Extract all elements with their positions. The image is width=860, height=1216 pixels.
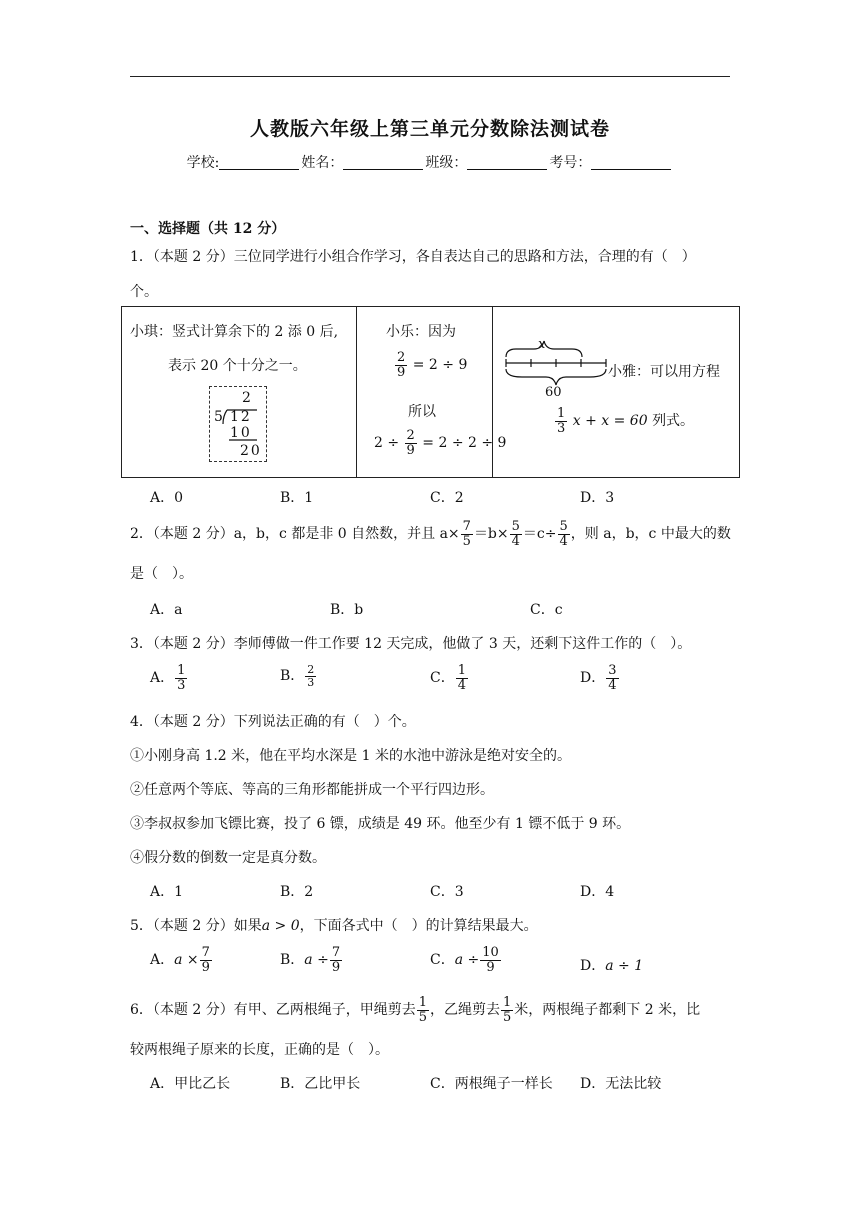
fraction: $\frac{1}{3}$: [177, 663, 186, 693]
segment-total-label: 60: [545, 385, 562, 400]
q4-statement-4: ④假分数的倒数一定是真分数。: [130, 850, 326, 866]
fraction: $\frac{1}{3}$: [557, 406, 566, 436]
q4-stem: 4．（本题 2 分）下列说法正确的有（ ）个。: [130, 714, 416, 730]
q6-stem-line2: 较两根绳子原来的长度，正确的是（ ）。: [130, 1042, 389, 1058]
xiaole-text-line3: 所以: [408, 404, 436, 420]
q5-stem: 5．（本题 2 分）如果a > 0，下面各式中（ ）的计算结果最大。: [130, 918, 538, 934]
q1-stem-line1: 1．（本题 2 分）三位同学进行小组合作学习，各自表达自己的思路和方法，合理的有（ ）: [130, 249, 696, 265]
q5-option-c[interactable]: C．a ÷ $\frac{10}{9}$: [430, 945, 499, 975]
q4-statement-1: ①小刚身高 1.2 米，他在平均水深是 1 米的水池中游泳是绝对安全的。: [130, 748, 571, 764]
q1-table: [121, 306, 740, 478]
fraction: $\frac{7}{9}$: [331, 945, 341, 975]
q1-option-b[interactable]: B．1: [280, 490, 314, 506]
fraction: $\frac{2}{9}$: [406, 428, 415, 458]
q3-option-b[interactable]: B． $\frac{2}{3}$: [280, 663, 315, 689]
class-label: 班级：: [425, 155, 468, 171]
q4-option-c[interactable]: C．3: [430, 884, 464, 900]
division-quotient: 2: [242, 390, 251, 406]
fraction: $\frac{5}{4}$: [511, 519, 520, 549]
class-blank[interactable]: [467, 155, 547, 170]
fraction: $\frac{3}{4}$: [608, 663, 617, 693]
q2-option-a[interactable]: A．a: [150, 602, 183, 618]
top-rule: [130, 76, 730, 77]
q6-option-b[interactable]: B．乙比甲长: [280, 1076, 361, 1092]
segment-variable-label: x: [538, 337, 546, 352]
fraction: $\frac{7}{5}$: [462, 519, 471, 549]
q1-option-a[interactable]: A．0: [150, 490, 184, 506]
q4-option-b[interactable]: B．2: [280, 884, 314, 900]
q1-option-c[interactable]: C．2: [430, 490, 464, 506]
xiaoya-text: 小雅：可以用方程: [608, 364, 720, 380]
fraction: $\frac{10}{9}$: [482, 945, 499, 975]
division-step2: 20: [240, 443, 262, 459]
fraction: $\frac{2}{3}$: [307, 663, 315, 689]
q5-option-d[interactable]: D．a ÷ 1: [580, 958, 644, 974]
division-step1: 10: [230, 425, 252, 441]
q1-option-d[interactable]: D．3: [580, 490, 615, 506]
name-label: 姓名：: [301, 155, 344, 171]
q6-option-d[interactable]: D．无法比较: [580, 1076, 662, 1092]
exam-number-blank[interactable]: [591, 155, 671, 170]
q5-option-a[interactable]: A．a × $\frac{7}{9}$: [150, 945, 210, 975]
division-divisor: 5: [214, 409, 223, 425]
fraction: $\frac{7}{9}$: [201, 945, 210, 975]
q6-option-a[interactable]: A．甲比乙长: [150, 1076, 231, 1092]
fraction: $\frac{2}{9}$: [397, 350, 406, 380]
school-blank[interactable]: [219, 155, 299, 170]
q2-stem-line1: 2．（本题 2 分）a，b，c 都是非 0 自然数，并且 a× $\frac{7}{5}$ ＝b× $\frac{5}{4}$ ＝c÷ $\frac{5}{4}$ ，则 a，b，c 中最大的数: [130, 519, 731, 549]
q1-cell-xiaoqi: [122, 307, 356, 477]
exam-number-label: 考号：: [549, 155, 592, 171]
segment-diagram: [502, 337, 612, 387]
xiaole-equation2: 2 ÷ $\frac{2}{9}$ = 2 ÷ 2 ÷ 9: [374, 428, 507, 458]
q4-statement-2: ②任意两个等底、等高的三角形都能拼成一个平行四边形。: [130, 782, 494, 798]
q3-option-a[interactable]: A． $\frac{1}{3}$: [150, 663, 186, 693]
xiaoqi-text-line2: 表示 20 个十分之一。: [168, 358, 307, 374]
fraction: $\frac{5}{4}$: [559, 519, 568, 549]
xiaoya-equation: $\frac{1}{3}$ x + x = 60 列式。: [557, 406, 695, 436]
q3-option-d[interactable]: D． $\frac{3}{4}$: [580, 663, 617, 693]
q4-option-d[interactable]: D．4: [580, 884, 615, 900]
q1-cell-xiaole: [356, 307, 507, 477]
q4-option-a[interactable]: A．1: [150, 884, 184, 900]
student-info-line: [0, 152, 860, 172]
fraction: $\frac{1}{5}$: [418, 995, 427, 1025]
q6-option-c[interactable]: C．两根绳子一样长: [430, 1076, 553, 1092]
q2-option-c[interactable]: C．c: [530, 602, 563, 618]
q5-option-b[interactable]: B．a ÷ $\frac{7}{9}$: [280, 945, 341, 975]
q6-stem-line1: 6．（本题 2 分）有甲、乙两根绳子，甲绳剪去 $\frac{1}{5}$ ，乙绳剪去 $\frac{1}{5}$ 米，两根绳子都剩下 2 米，比: [130, 995, 701, 1025]
name-blank[interactable]: [343, 155, 423, 170]
section-title: 一、选择题（共 12 分）: [130, 221, 286, 237]
fraction: $\frac{1}{4}$: [457, 663, 466, 693]
school-label: 学校:: [186, 155, 220, 171]
q2-stem-line2: 是（ ）。: [130, 566, 193, 582]
xiaole-equation1: $\frac{2}{9}$ = 2 ÷ 9: [397, 350, 468, 380]
xiaoqi-text-line1: 小琪：竖式计算余下的 2 添 0 后,: [130, 324, 339, 340]
q2-option-b[interactable]: B．b: [330, 602, 364, 618]
fraction: $\frac{1}{5}$: [503, 995, 512, 1025]
xiaole-text-line1: 小乐：因为: [386, 324, 456, 340]
q3-option-c[interactable]: C． $\frac{1}{4}$: [430, 663, 466, 693]
division-dividend: 12: [230, 409, 252, 425]
q1-cell-xiaoya: [492, 307, 739, 477]
q4-statement-3: ③李叔叔参加飞镖比赛，投了 6 镖，成绩是 49 环。他至少有 1 镖不低于 9 环。: [130, 816, 631, 832]
q3-stem: 3．（本题 2 分）李师傅做一件工作要 12 天完成，他做了 3 天，还剩下这件工作的（ ）。: [130, 636, 692, 652]
page-title: 人教版六年级上第三单元分数除法测试卷: [249, 118, 610, 140]
q1-stem-line2: 个。: [130, 284, 158, 300]
